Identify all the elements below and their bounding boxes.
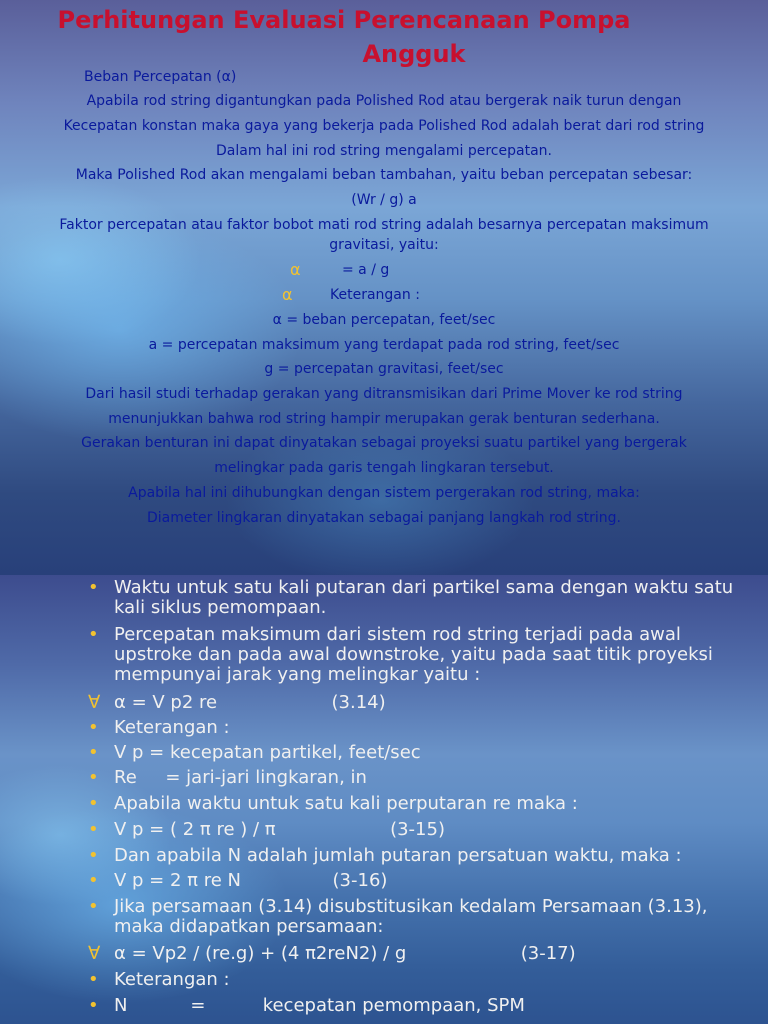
body-line: menunjukkan bahwa rod string hampir merupakan gerak benturan sederhana. <box>108 411 660 427</box>
body-line: Diameter lingkaran dinyatakan sebagai panjang langkah rod string. <box>147 510 621 526</box>
formula-line: = a / g <box>342 262 390 278</box>
bullet-icon: • <box>88 896 99 917</box>
forall-icon: ∀ <box>88 943 101 964</box>
slide-bottom: • Waktu untuk satu kali putaran dari partikel sama dengan waktu satu kali siklus pemompaan. • Percepatan maksimum dari sistem rod string terjadi pada awal upstroke dan pada awal downstroke, yaitu pada saat titik proyeksi mempunyai jarak yang melingkar yaitu : ∀ α = V p2 re (3.14) • Keterangan : • V p = kecepatan partikel, feet/sec • Re = jari-jari lingkaran, in • Apabila waktu untuk satu kali perputaran re maka : • V p = ( 2 π re ) / π (3-15) • Dan apabila N adalah jumlah putaran persatuan waktu, maka : • V p = 2 π re N (3-16) • Jika persamaan (3.14) disubstitusikan kedalam Persamaan (3.13), maka didapatkan persamaan: ∀ α = Vp2 / (re.g) + (4 π2reN2) / g (3-17) • Keterangan : • N = kecepatan pemompaan, SPM <box>0 575 768 1024</box>
bullet-icon: • <box>88 969 99 990</box>
bullet-icon: • <box>88 819 99 840</box>
list-item: • Percepatan maksimum dari sistem rod string terjadi pada awal upstroke dan pada awal downstroke, yaitu pada saat titik proyeksi mempunyai jarak yang melingkar yaitu : <box>88 624 713 685</box>
body-line: Dalam hal ini rod string mengalami percepatan. <box>216 143 552 159</box>
bullet-icon: • <box>88 767 99 788</box>
legend-heading: Keterangan : <box>330 287 420 303</box>
legend-line: a = percepatan maksimum yang terdapat pada rod string, feet/sec <box>148 337 620 353</box>
bullet-icon: • <box>88 870 99 891</box>
bullet-icon: • <box>88 845 99 866</box>
body-line: Maka Polished Rod akan mengalami beban tambahan, yaitu beban percepatan sebesar: <box>75 167 693 183</box>
body-line: melingkar pada garis tengah lingkaran tersebut. <box>214 460 554 476</box>
list-item: • Jika persamaan (3.14) disubstitusikan kedalam Persamaan (3.13), maka didapatkan persamaan: <box>88 896 708 937</box>
body-line: Apabila rod string digantungkan pada Polished Rod atau bergerak naik turun dengan <box>86 93 682 109</box>
list-item: • Waktu untuk satu kali putaran dari partikel sama dengan waktu satu kali siklus pemompaan. <box>88 577 734 618</box>
body-line: Kecepatan konstan maka gaya yang bekerja pada Polished Rod adalah berat dari rod string <box>63 118 705 134</box>
bullet-icon: • <box>88 995 99 1016</box>
bullet-icon: • <box>88 624 99 645</box>
formula-line: (Wr / g) a <box>351 192 417 208</box>
legend-line: g = percepatan gravitasi, feet/sec <box>264 361 504 377</box>
legend-line: α = beban percepatan, feet/sec <box>272 312 496 328</box>
body-line: Dari hasil studi terhadap gerakan yang ditransmisikan dari Prime Mover ke rod string <box>85 386 683 402</box>
slide-title-line1: Perhitungan Evaluasi Perencanaan Pompa <box>57 6 631 34</box>
body-line: Gerakan benturan ini dapat dinyatakan sebagai proyeksi suatu partikel yang bergerak <box>81 435 687 451</box>
body-line: Apabila hal ini dihubungkan dengan sistem pergerakan rod string, maka: <box>128 485 640 501</box>
bullet-icon: • <box>88 717 99 738</box>
alpha-symbol: α <box>290 260 301 279</box>
bullet-icon: • <box>88 577 99 598</box>
slide-title-line2: Angguk <box>362 40 466 68</box>
section-heading: Beban Percepatan (α) <box>84 69 237 85</box>
forall-icon: ∀ <box>88 692 101 713</box>
bullet-icon: • <box>88 793 99 814</box>
body-line: Faktor percepatan atau faktor bobot mati rod string adalah besarnya percepatan maksimum <box>59 217 709 233</box>
alpha-symbol: α <box>282 285 293 304</box>
bullet-icon: • <box>88 742 99 763</box>
body-line: gravitasi, yaitu: <box>329 237 439 253</box>
